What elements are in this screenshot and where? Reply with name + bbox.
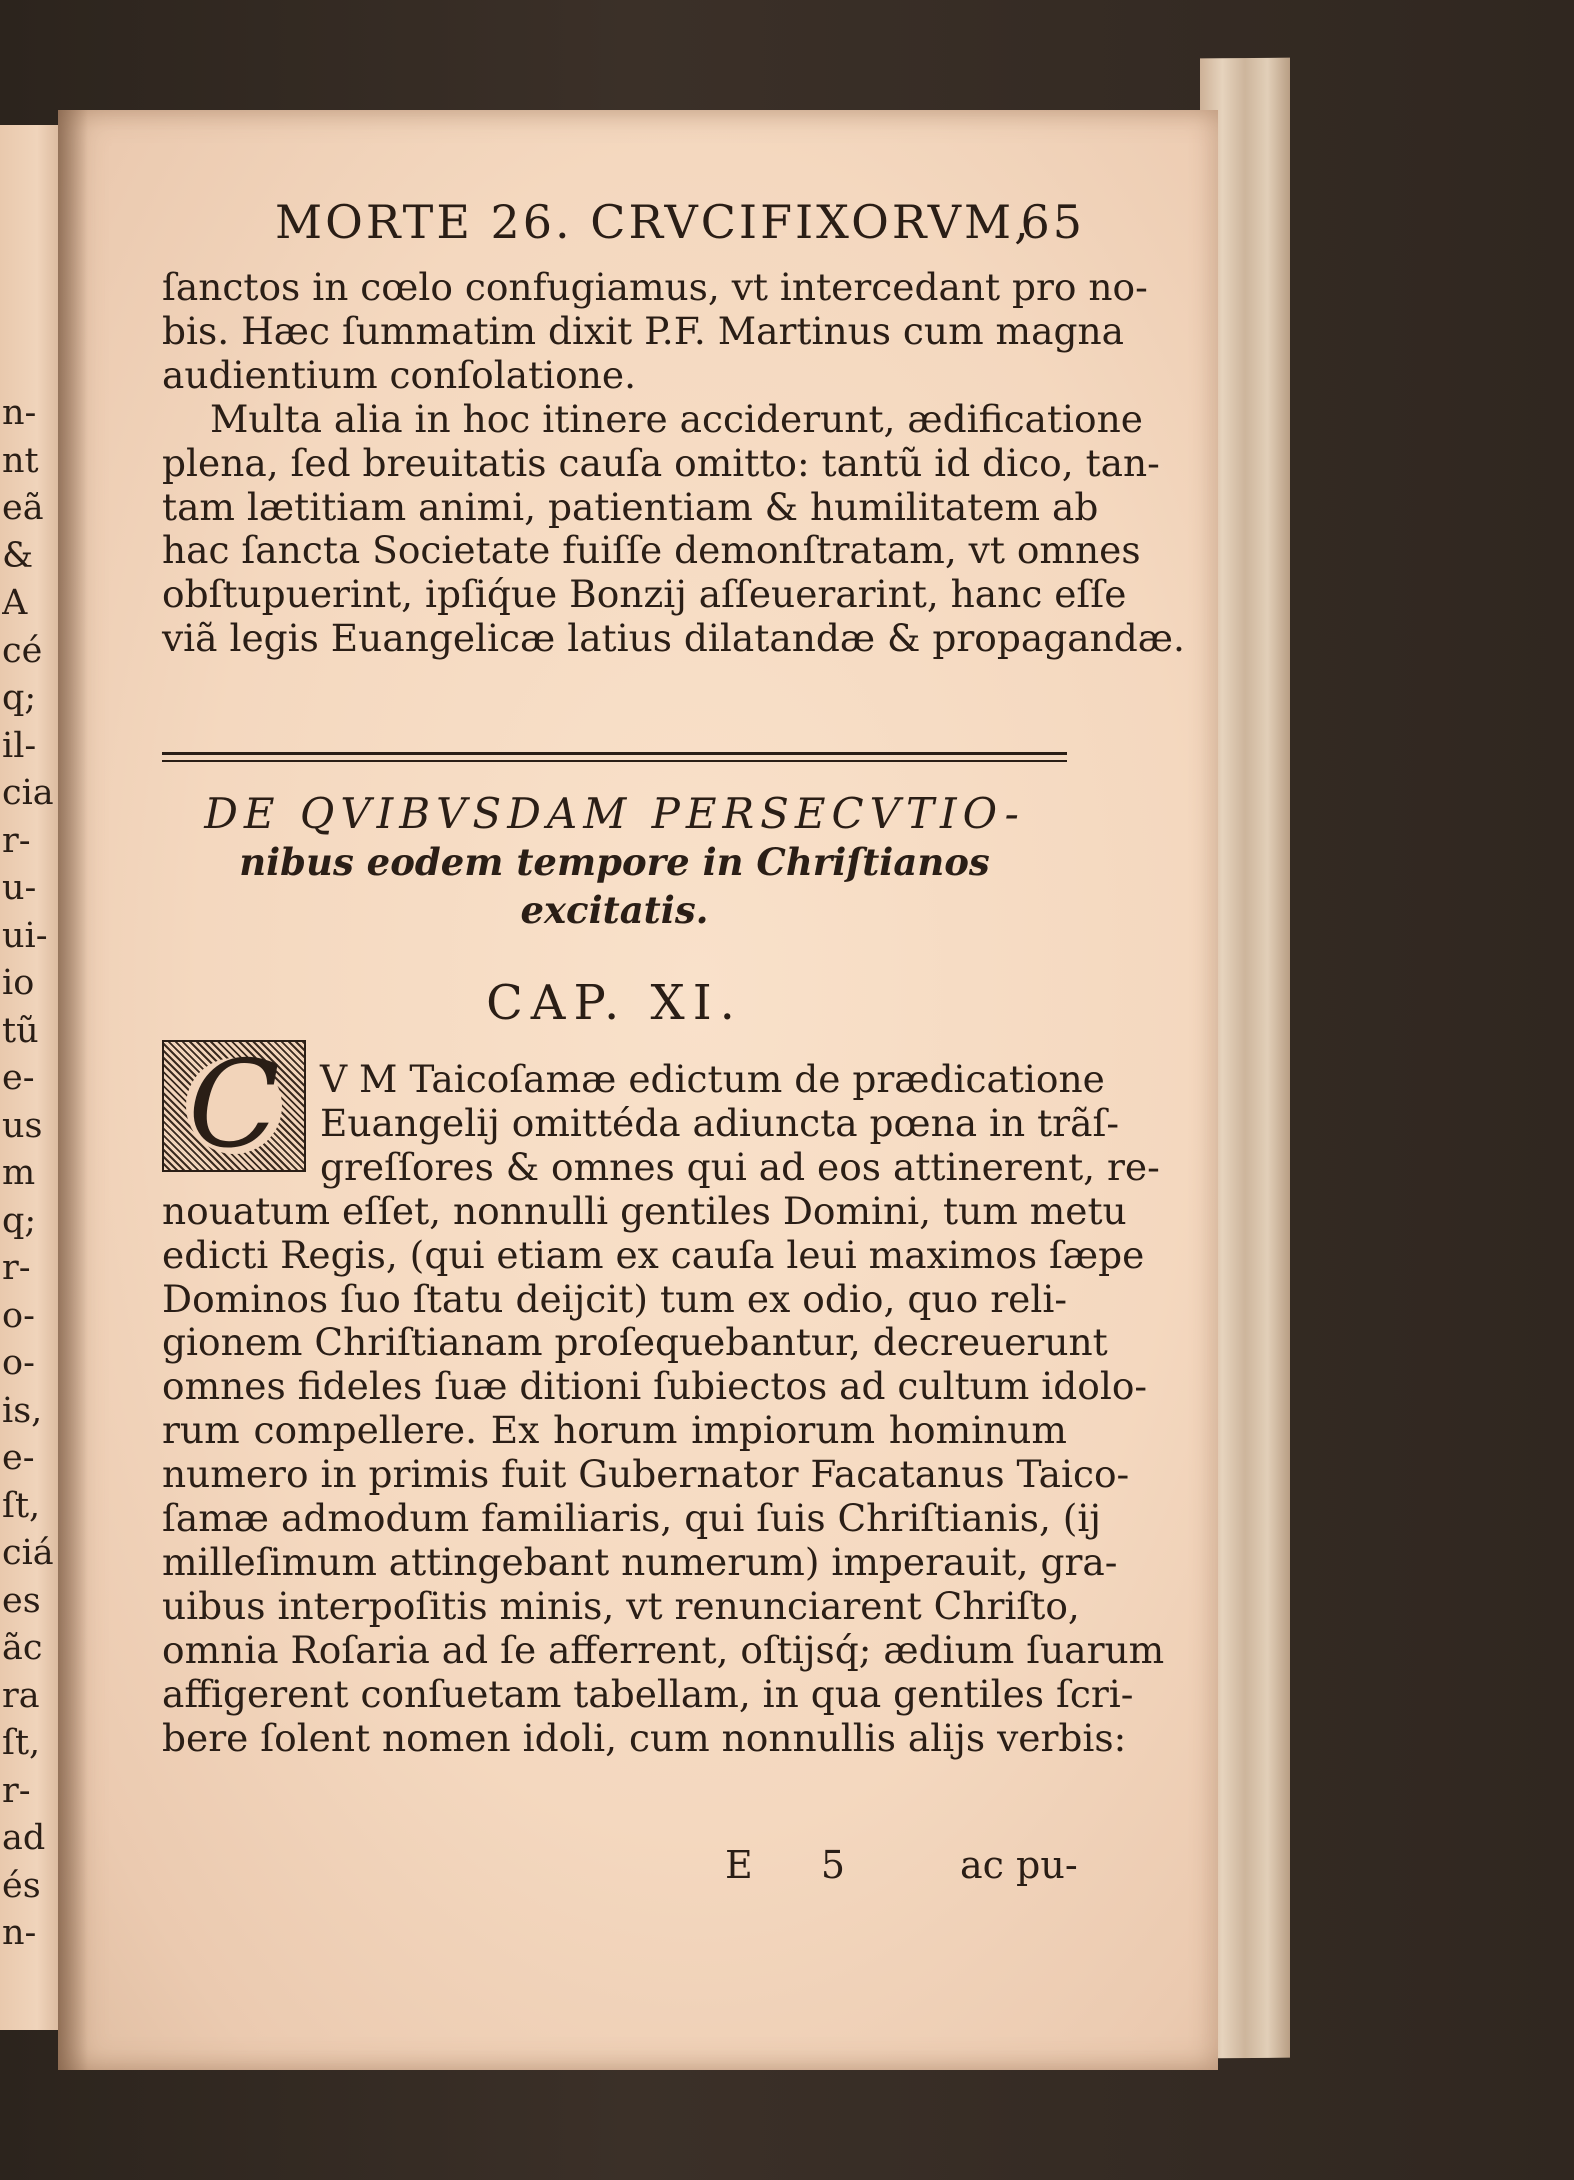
facing-page-fragment: r- [2,820,31,861]
facing-page-fragment: q; [2,1200,37,1241]
text-line: bere ſolent nomen idoli, cum nonnullis alijs verbis: [162,1715,1127,1760]
text-line: Multa alia in hoc itinere acciderunt, ædificatione [210,396,1143,441]
text-line: hac ſancta Societate fuiſſe demonſtratam, vt omnes [162,528,1141,573]
text-line: viã legis Euangelicæ latius dilatandæ & propagandæ. [162,616,1185,661]
facing-page-fragment: n- [2,393,37,433]
text-line: ſanctos in cœlo confugiamus, vt intercedant pro no- [162,265,1148,309]
facing-page-fragment: nt [2,440,39,481]
facing-page-fragment: n- [2,1913,37,1953]
text-line: ſamæ admodum familiaris, qui ſuis Chriſtianis, (ij [162,1496,1102,1541]
text-line: V M Taicoſamæ edictum de prædicatione [320,1057,1105,1101]
chapter-label: CAP. XI. [486,975,743,1031]
facing-page-fragment: q; [2,678,37,718]
running-head [275,195,1085,255]
text-line: milleſimum attingebant numerum) imperauit, gra- [162,1539,1118,1584]
text-line: nouatum eſſet, nonnulli gentiles Domini, tum metu [162,1188,1127,1233]
facing-page-fragment: ra [2,1675,40,1716]
facing-page-fragment: ciá [2,1533,54,1573]
facing-page-fragment: r- [2,1770,31,1811]
text-line: numero in primis fuit Gubernator Facatanus Taico- [162,1452,1130,1497]
text-line: uibus interpoſitis minis, vt renunciarent Chriſto, [162,1583,1080,1628]
facing-page-fragment: il- [2,725,37,766]
facing-page-fragment: es [2,1580,41,1621]
page-gutter-shadow [58,110,88,2070]
facing-page-fragment: u- [2,868,37,908]
page-number: 65 [1020,195,1085,249]
facing-page-fragment: e- [2,1058,35,1098]
facing-page-fragment: us [2,1105,43,1146]
text-line: bis. Hæc ſummatim dixit P.F. Martinus cum magna [162,308,1124,353]
facing-page-fragment: eã [2,488,44,528]
facing-page-fragment: e- [2,1438,35,1478]
facing-page-fragment: ſt, [2,1723,41,1763]
opening-text [162,265,1185,661]
facing-page-fragment: cé [2,630,43,671]
text-line: greſſores & omnes qui ad eos attinerent, re- [320,1144,1160,1189]
heading-line: excitatis. [520,888,709,932]
facing-page-fragment: is, [2,1390,43,1431]
text-line: gionem Chriſtianam proſequebantur, decreuerunt [162,1320,1108,1365]
text-line: omnes fideles ſuæ ditioni ſubiectos ad cultum idolo- [162,1364,1148,1409]
facing-page-fragment: ſt, [2,1485,41,1526]
facing-page-fragment: o- [2,1343,35,1383]
text-line: Dominos ſuo ſtatu deijcit) tum ex odio, quo reli- [162,1276,1067,1321]
facing-page-fragment: & [2,535,34,576]
initial-letter: C [186,1058,282,1154]
facing-page-fragment: és [2,1865,41,1906]
chapter-text [162,1057,1165,1761]
catchword: ac pu- [960,1843,1078,1887]
facing-page-edge [0,125,64,2030]
text-line: affigerent conſuetam tabellam, in qua gentiles ſcri- [162,1671,1134,1716]
text-line: rum compellere. Ex horum impiorum hominum [162,1408,1067,1453]
section-heading [162,790,1067,934]
facing-page-fragment: cia [2,773,54,813]
facing-page-fragment: A [2,583,28,623]
text-line: tam lætitiam animi, patientiam & humilitatem ab [162,484,1099,529]
heading-line: nibus eodem tempore in Chriſtianos [239,840,990,884]
facing-page-fragment: m [2,1153,36,1193]
text-line: plena, ſed breuitatis cauſa omitto: tantũ id dico, tan- [162,440,1160,485]
facing-page-text-fragments [2,390,60,1958]
heading-line: DE QVIBVSDAM PERSECVTIO- [204,789,1025,838]
text-line: edicti Regis, (qui etiam ex cauſa leui maximos ſæpe [162,1232,1145,1277]
text-line: omnia Roſaria ad ſe afferrent, oſtijsq́; ædium ſuarum [162,1627,1165,1672]
text-line: Euangelij omittéda adiuncta pœna in trãſ- [320,1100,1119,1145]
signature-mark: E 5 [725,1843,873,1887]
section-divider-rule [162,752,1067,762]
running-title: MORTE 26. CRVCIFIXORVM, [275,195,1032,249]
facing-page-fragment: ãc [2,1628,43,1668]
text-line: obſtupuerint, ipſiq́ue Bonzij aſſeuerarint, hanc eſſe [162,572,1127,617]
facing-page-fragment: io [2,963,35,1003]
facing-page-fragment: ad [2,1818,46,1858]
facing-page-fragment: tũ [2,1010,39,1051]
facing-page-fragment: r- [2,1248,31,1288]
facing-page-fragment: o- [2,1295,35,1336]
text-line: audientium conſolatione. [162,352,636,397]
facing-page-fragment: ui- [2,915,48,956]
